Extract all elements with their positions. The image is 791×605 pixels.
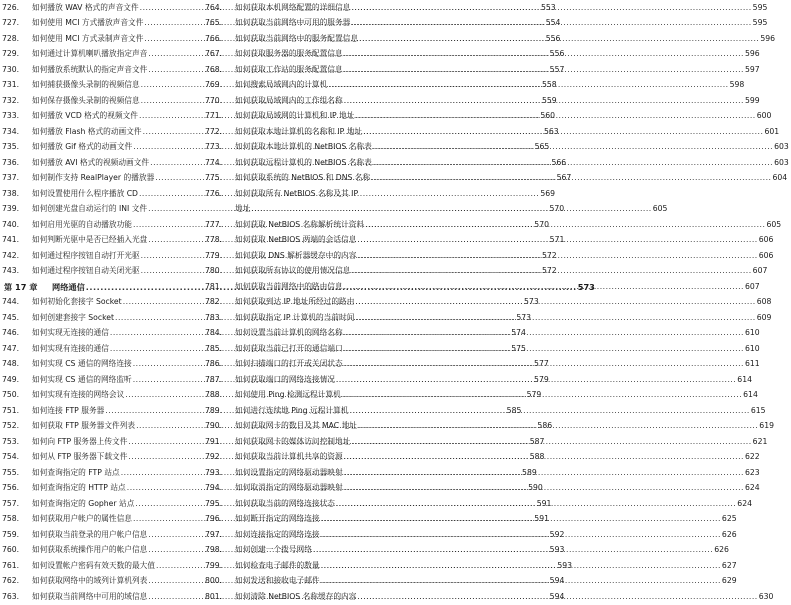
leader-dots <box>336 376 736 384</box>
toc-entry-number: 759. <box>2 529 20 539</box>
toc-entry-title: 如何获取当前已打开的通信端口 <box>235 343 343 353</box>
leader-dots <box>359 35 759 43</box>
toc-entry-page: 619 <box>759 421 774 431</box>
leader-dots <box>321 515 721 523</box>
toc-entry-page: 630 <box>758 591 774 601</box>
toc-entry-title: 地址 <box>235 204 251 214</box>
toc-entry-page: 606 <box>758 250 774 260</box>
leader-dots <box>344 329 744 337</box>
leader-dots <box>344 97 744 105</box>
toc-entry-title: 如何获取服务器的服务配置信息 <box>235 49 343 59</box>
toc-entry-title: 如何播放 AVI 格式的视频动画文件 <box>32 157 150 167</box>
toc-entry-number: 729. <box>2 49 20 59</box>
toc-entry-number: 792. <box>205 452 223 462</box>
toc-entry-number: 770. <box>205 95 223 105</box>
toc-entry-page: 625 <box>721 514 737 524</box>
toc-entry-number: 777. <box>205 219 223 229</box>
toc-entry-title: 如何使用 MCI 方式录制声音文件 <box>32 33 144 43</box>
toc-entry-title: 如何获取用户帐户的属性信息 <box>32 514 132 524</box>
toc-entry-number: 797. <box>205 529 223 539</box>
toc-entry-number: 773. <box>205 142 223 152</box>
toc-entry-title: 如何实现无连接的通信 <box>32 328 109 338</box>
toc-entry-page: 594 <box>549 576 565 586</box>
toc-entry-page: 626 <box>721 529 737 539</box>
toc-entry-title: 如何获取 DNS 解析器缓存中的内容 <box>235 250 357 260</box>
leader-dots <box>355 298 755 306</box>
leader-dots <box>313 546 713 554</box>
leader-dots <box>344 50 744 58</box>
toc-entry-title: 如何获取当前登录的用户帐户信息 <box>32 529 148 539</box>
toc-entry-title: 如何播放系统默认的指定声音文件 <box>32 64 148 74</box>
toc-entry-title: 如何启用光驱的自动播放功能 <box>32 219 132 229</box>
toc-entry-title: 如何获取当前网络中可用的服务器 <box>235 18 351 28</box>
leader-dots <box>344 484 744 492</box>
toc-entry-number: 789. <box>205 405 223 415</box>
toc-entry-number: 743. <box>2 266 20 276</box>
toc-entry-page: 596 <box>744 49 760 59</box>
toc-entry-page: 603 <box>774 142 789 152</box>
toc-entry-title: 如何获取局域网的计算机和 IP 地址 <box>235 111 355 121</box>
toc-entry-number: 764. <box>205 2 223 12</box>
toc-entry-number: 788. <box>205 390 223 400</box>
toc-entry-title: 如何通过计算机喇叭播放指定声音 <box>32 49 148 59</box>
toc-entry-page: 572 <box>541 250 557 260</box>
toc-entry-title: 如何设置当前计算机的网络名称 <box>235 328 343 338</box>
toc-entry-number: 763. <box>2 591 20 601</box>
toc-entry-number: 734. <box>2 126 20 136</box>
leader-dots <box>357 593 757 601</box>
toc-entry-number: 736. <box>2 157 20 167</box>
toc-entry-number: 760. <box>2 545 20 555</box>
toc-entry-title: 如何取消指定的网络驱动器映射 <box>235 483 343 493</box>
toc-entry-number: 786. <box>205 359 223 369</box>
toc-entry-page: 579 <box>526 390 542 400</box>
toc-entry-page: 595 <box>752 18 768 28</box>
toc-entry-title: 如何清除 NetBIOS 名称缓存的内容 <box>235 591 357 601</box>
toc-entry-page: 585 <box>506 405 522 415</box>
leader-dots <box>344 360 744 368</box>
toc-entry-number: 794. <box>205 483 223 493</box>
chapter-number: 第 17 章 <box>4 281 38 292</box>
toc-entry-title: 如何获取所有协议的使用情况信息 <box>235 266 351 276</box>
toc-entry-title: 如何获取工作站的服务配置信息 <box>235 64 343 74</box>
toc-entry-number: 790. <box>205 421 223 431</box>
toc-entry-page: 596 <box>760 33 776 43</box>
toc-entry-page: 591 <box>534 514 549 524</box>
toc-entry-page: 592 <box>549 529 565 539</box>
toc-entry-number: 732. <box>2 95 20 105</box>
leader-dots <box>355 314 755 322</box>
toc-entry-page: 573 <box>524 297 539 307</box>
toc-entry-page: 627 <box>721 560 737 570</box>
toc-entry-page: 589 <box>522 467 537 477</box>
toc-entry-page: 624 <box>744 483 760 493</box>
toc-entry-title: 如何设置帐户密码有效天数的最大值 <box>32 560 156 570</box>
toc-entry-page: 593 <box>549 545 565 555</box>
toc-entry-number: 740. <box>2 219 20 229</box>
toc-entry-title: 如何进行连续地 Ping 远程计算机 <box>235 405 349 415</box>
toc-entry-title: 如何获取系统操作用户的帐户信息 <box>32 545 148 555</box>
toc-entry-title: 如何检查电子邮件的数量 <box>235 560 320 570</box>
toc-entry-title: 如何播放 VCD 格式的视频文件 <box>32 111 138 121</box>
toc-entry-number: 779. <box>205 250 223 260</box>
toc-entry-page: 595 <box>752 2 768 12</box>
toc-entry-title: 如何设置使用什么程序播放 CD <box>32 188 138 198</box>
leader-dots <box>351 19 751 27</box>
toc-entry-title: 如何连接 FTP 服务器 <box>32 405 105 415</box>
leader-dots <box>336 500 736 508</box>
toc-entry-page: 569 <box>540 188 556 198</box>
toc-entry-number: 762. <box>2 576 20 586</box>
toc-entry-number: 756. <box>2 483 20 493</box>
toc-entry-number: 754. <box>2 452 20 462</box>
toc-entry-title: 如何设置指定的网络驱动器映射 <box>235 467 343 477</box>
toc-entry-page: 623 <box>744 467 760 477</box>
toc-entry-page: 556 <box>549 49 565 59</box>
toc-entry-number: 778. <box>205 235 223 245</box>
leader-dots <box>371 174 771 182</box>
toc-entry-title: 如何向 FTP 服务器上传文件 <box>32 436 128 446</box>
toc-entry-title: 如何使用 Ping 检测远程计算机 <box>235 390 341 400</box>
toc-entry-page: 626 <box>714 545 729 555</box>
toc-entry-title: 如何获取本机网络配置的详细信息 <box>235 2 351 12</box>
leader-dots <box>373 159 773 167</box>
toc-entry-page: 553 <box>541 2 556 12</box>
toc-entry-page: 611 <box>744 359 760 369</box>
toc-entry-title: 如何实现 CS 通信的网络连接 <box>32 359 132 369</box>
toc-entry-page: 608 <box>756 297 772 307</box>
toc-entry-title: 如何获取 NetBIOS 名称解析统计资料 <box>235 219 365 229</box>
leader-dots <box>351 438 751 446</box>
toc-entry-number: 782. <box>205 297 223 307</box>
leader-dots <box>351 4 751 12</box>
toc-entry-page: 629 <box>721 576 737 586</box>
toc-entry-title: 如何播放 Flash 格式的动画文件 <box>32 126 142 136</box>
toc-entry-page: 603 <box>774 157 789 167</box>
toc-entry-title: 如何初始化套接字 Socket <box>32 297 122 307</box>
toc-entry-title: 如何断开指定的网络连接 <box>235 514 320 524</box>
toc-entry-title: 如何通过程序按钮自动关闭光驱 <box>32 266 140 276</box>
toc-entry-page: 554 <box>545 18 561 28</box>
toc-entry-number: 784. <box>205 328 223 338</box>
leader-dots <box>355 112 755 120</box>
toc-entry-number: 753. <box>2 436 20 446</box>
toc-entry-page: 575 <box>511 343 526 353</box>
toc-entry-number: 780. <box>205 266 223 276</box>
toc-entry-number: 728. <box>2 33 20 43</box>
toc-entry-page: 571 <box>549 235 565 245</box>
toc-entry-title: 如何通过程序按钮自动打开光驱 <box>32 250 140 260</box>
toc-entry-title: 如何实现有连接的通信 <box>32 343 109 353</box>
toc-entry-number: 744. <box>2 297 20 307</box>
toc-entry-title: 如何获取 NetBIOS 两端的会话信息 <box>235 235 357 245</box>
toc-entry-title: 如何获取系统的 NetBIOS 和 DNS 名称 <box>235 173 371 183</box>
leader-dots <box>373 143 773 151</box>
toc-entry-page: 590 <box>528 483 543 493</box>
leader-dots <box>358 422 758 430</box>
toc-entry-number: 776. <box>205 188 223 198</box>
leader-dots <box>357 236 757 244</box>
toc-entry-number: 774. <box>205 157 223 167</box>
toc-entry-title: 如何播放 WAV 格式的声音文件 <box>32 2 139 12</box>
toc-entry-title: 如何扫描端口的打开或关闭状态 <box>235 359 343 369</box>
toc-entry-number: 785. <box>205 343 223 353</box>
leader-dots <box>357 252 757 260</box>
toc-entry-number: 737. <box>2 173 20 183</box>
toc-entry-number: 746. <box>2 328 20 338</box>
toc-entry-page: 604 <box>772 173 788 183</box>
toc-entry-page: 607 <box>752 266 768 276</box>
toc-entry-title: 如何获取当前的网络连接状态 <box>235 498 335 508</box>
toc-entry-page: 615 <box>750 405 766 415</box>
toc-entry-title: 如何查询指定的 HTTP 站点 <box>32 483 126 493</box>
toc-entry-page: 591 <box>536 498 552 508</box>
toc-entry-title: 如何连接指定的网络连接 <box>235 529 320 539</box>
toc-entry-title: 如何获取到达 IP 地址所经过的路由 <box>235 297 355 307</box>
toc-entry-title: 如何获取指定 IP 计算机的当前时间 <box>235 312 355 322</box>
toc-entry-page: 560 <box>540 111 556 121</box>
toc-entry-number: 742. <box>2 250 20 260</box>
toc-entry-number: 796. <box>205 514 223 524</box>
leader-dots <box>321 562 721 570</box>
leader-dots <box>328 81 728 89</box>
toc-entry-number: 761. <box>2 560 20 570</box>
toc-entry-number: 768. <box>205 64 223 74</box>
toc-entry-number: 767. <box>205 49 223 59</box>
toc-entry-number: 757. <box>2 498 20 508</box>
leader-dots <box>344 345 744 353</box>
toc-entry-number: 730. <box>2 64 20 74</box>
toc-entry-number: 799. <box>205 560 223 570</box>
toc-entry-page: 570 <box>534 219 549 229</box>
toc-entry-number: 747. <box>2 343 20 353</box>
toc-entry-page: 567 <box>556 173 572 183</box>
toc-entry-title: 如何获取当前网络中的路由信息 <box>235 281 343 291</box>
toc-entry-title: 如何从 FTP 服务器下载文件 <box>32 452 128 462</box>
toc-entry-title: 如何获取网卡的媒体访问控制地址 <box>235 436 351 446</box>
toc-entry-page: 605 <box>652 204 668 214</box>
toc-entry-page: 593 <box>557 560 573 570</box>
toc-entry-page: 577 <box>534 359 549 369</box>
toc-entry-number: 787. <box>205 374 223 384</box>
toc-entry-title: 如何获取当前计算机共享的资源 <box>235 452 343 462</box>
leader-dots <box>342 391 742 399</box>
toc-entry-page: 588 <box>529 452 545 462</box>
leader-dots <box>321 531 721 539</box>
toc-entry-number: 745. <box>2 312 20 322</box>
toc-entry-number: 769. <box>205 80 223 90</box>
toc-entry-number: 800. <box>205 576 223 586</box>
toc-entry-title: 如何判断光驱中是否已经插入光盘 <box>32 235 148 245</box>
toc-entry-page: 572 <box>541 266 557 276</box>
leader-dots <box>344 453 744 461</box>
leader-dots <box>351 267 751 275</box>
toc-entry-number: 750. <box>2 390 20 400</box>
toc-entry-number: 765. <box>205 18 223 28</box>
toc-entry-number: 791. <box>205 436 223 446</box>
toc-entry-number: 801. <box>205 591 223 601</box>
toc-entry-page: 609 <box>756 312 772 322</box>
leader-dots <box>365 221 765 229</box>
toc-entry-title: 如何播放 Gif 格式的动画文件 <box>32 142 133 152</box>
toc-entry-title: 如何获取远程计算机的 NetBIOS 名称表 <box>235 157 372 167</box>
toc-entry-page: 598 <box>729 80 745 90</box>
toc-entry-title: 如何捕获摄像头录制的视频信息 <box>32 80 140 90</box>
toc-entry-number: 731. <box>2 80 20 90</box>
toc-entry-number: 755. <box>2 467 20 477</box>
toc-entry-page: 597 <box>744 64 760 74</box>
toc-entry-page: 566 <box>551 157 567 167</box>
toc-entry-number: 733. <box>2 111 20 121</box>
toc-entry-title: 如何获取局域网内的工作组名称 <box>235 95 343 105</box>
toc-entry-page: 622 <box>744 452 760 462</box>
toc-entry-number: 735. <box>2 142 20 152</box>
toc-entry-page: 624 <box>737 498 752 508</box>
toc-entry-page: 601 <box>764 126 780 136</box>
toc-entry-number: 752. <box>2 421 20 431</box>
toc-entry-number: 771. <box>205 111 223 121</box>
toc-entry-title: 如何创建光盘自动运行的 INI 文件 <box>32 204 148 214</box>
toc-entry-page: 557 <box>549 64 565 74</box>
leader-dots <box>251 205 651 213</box>
toc-entry-title: 如何发送和接收电子邮件 <box>235 576 320 586</box>
toc-entry-page: 614 <box>743 390 758 400</box>
toc-entry-page: 558 <box>541 80 557 90</box>
toc-entry-page: 573 <box>516 312 532 322</box>
toc-entry-page: 587 <box>529 436 545 446</box>
leader-dots <box>344 66 744 74</box>
toc-entry-page: 565 <box>534 142 550 152</box>
toc-entry-number: 741. <box>2 235 20 245</box>
toc-entry-title: 如何实现有连接的网络会议 <box>32 390 125 400</box>
toc-entry-title: 如何获取当前网络中可用的域信息 <box>32 591 148 601</box>
toc-entry-title: 如何获取网络中的域列计算机列表 <box>32 576 148 586</box>
toc-entry-page: 586 <box>537 421 553 431</box>
toc-entry-title: 如何使用 MCI 方式播放声音文件 <box>32 18 144 28</box>
chapter-title: 网络通信 <box>52 281 85 292</box>
toc-entry-number: 772. <box>205 126 223 136</box>
toc-entry-title: 如何获取本地计算机的 NetBIOS 名称表 <box>235 142 372 152</box>
toc-entry-number: 727. <box>2 18 20 28</box>
toc-entry-number: 781. <box>205 281 223 291</box>
toc-entry-number: 748. <box>2 359 20 369</box>
toc-entry-page: 556 <box>545 33 561 43</box>
leader-dots <box>321 577 721 585</box>
leader-dots <box>363 128 763 136</box>
toc-entry <box>203 186 404 202</box>
toc-entry-title: 如何查询指定的 Gopher 站点 <box>32 498 135 508</box>
toc-entry-page: 599 <box>744 95 760 105</box>
toc-entry-number: 726. <box>2 2 20 12</box>
toc-entry-page: 605 <box>766 219 782 229</box>
toc-entry-page: 559 <box>541 95 557 105</box>
toc-entry-title: 如何创建套接字 Socket <box>32 312 114 322</box>
leader-dots <box>350 407 750 415</box>
toc-entry-page: 579 <box>534 374 549 384</box>
leader-dots <box>344 469 744 477</box>
toc-entry-title: 如何搜索局域网内的计算机 <box>235 80 328 90</box>
toc-entry-page: 574 <box>511 328 526 338</box>
toc-entry-number: 775. <box>205 173 223 183</box>
toc-entry-title: 如何获取网卡的数目及其 MAC 地址 <box>235 421 357 431</box>
toc-entry-number: 783. <box>205 312 223 322</box>
toc-entry-page: 607 <box>744 281 760 291</box>
toc-entry-page: 621 <box>752 436 768 446</box>
toc-entry-title: 如何制作支持 RealPlayer 的播放器 <box>32 173 155 183</box>
toc-entry-number: 798. <box>205 545 223 555</box>
toc-entry-title: 如何获取本地计算机的名称和 IP 地址 <box>235 126 363 136</box>
toc-entry-title: 如何获取所有 NetBIOS 名称及其 IP <box>235 188 359 198</box>
toc-entry-number: 766. <box>205 33 223 43</box>
toc-entry-title: 如何获取 FTP 服务器文件列表 <box>32 421 136 431</box>
toc-entry-title: 如何获取当前网络中的服务配置信息 <box>235 33 359 43</box>
toc-entry-page: 594 <box>549 591 565 601</box>
toc-entry-title: 如何创建一个拨号网络 <box>235 545 312 555</box>
leader-dots <box>344 283 744 291</box>
toc-entry-page: 606 <box>758 235 774 245</box>
toc-entry-number: 795. <box>205 498 223 508</box>
toc-entry-title: 如何获取端口的网络连接情况 <box>235 374 335 384</box>
toc-entry-number: 793. <box>205 467 223 477</box>
toc-entry-page: 563 <box>543 126 559 136</box>
toc-entry-page: 610 <box>744 328 760 338</box>
toc-entry-page: 600 <box>756 111 772 121</box>
toc-entry-number: 739. <box>2 204 20 214</box>
toc-entry-page: 614 <box>737 374 752 384</box>
toc-entry-title: 如何保存摄像头录制的视频信息 <box>32 95 140 105</box>
toc-entry-number: 758. <box>2 514 20 524</box>
toc-entry-page: 570 <box>549 204 565 214</box>
toc-entry-number: 749. <box>2 374 20 384</box>
toc-entry-number: 738. <box>2 188 20 198</box>
toc-entry-title: 如何实现 CS 通信的网络监听 <box>32 374 132 384</box>
toc-entry-title: 如何查询指定的 FTP 站点 <box>32 467 120 477</box>
toc-entry-page: 610 <box>744 343 760 353</box>
toc-entry-number: 751. <box>2 405 20 415</box>
toc-entry-page: 573 <box>577 281 595 292</box>
